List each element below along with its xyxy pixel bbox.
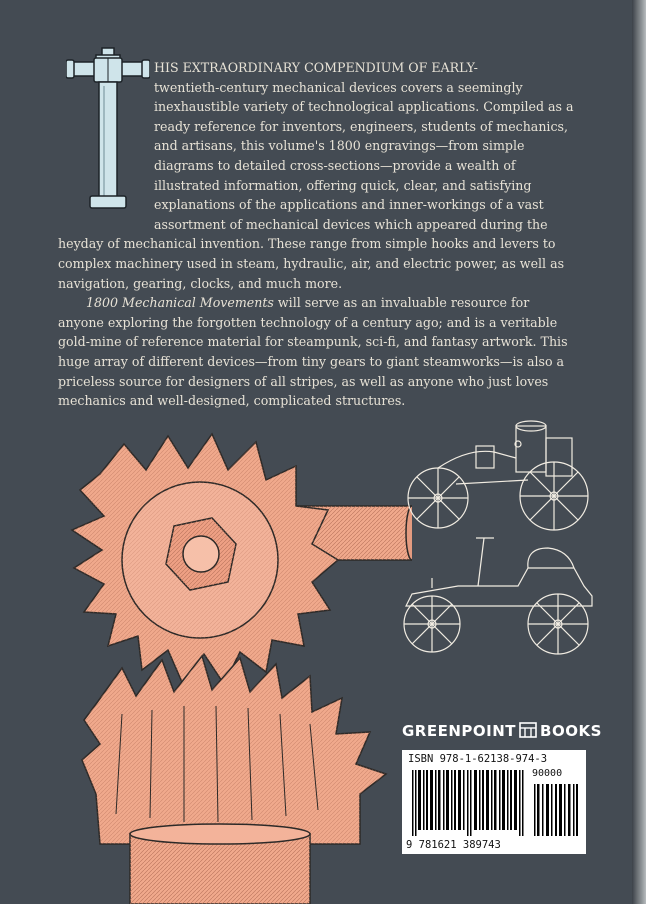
vehicle-engravings [398, 418, 604, 668]
steam-carriage-engraving [408, 421, 588, 530]
book-spine-edge [632, 0, 646, 904]
publisher-name-left: GREENPOINT [402, 722, 517, 740]
publisher-logo [402, 722, 602, 740]
price-addon-code: 90000 [532, 768, 563, 779]
blurb-paragraph-2 [58, 293, 578, 411]
barcode-number: 9 781621 389743 [406, 839, 501, 851]
building-icon [519, 722, 537, 738]
book-title-italic: 1800 Mechanical Movements [86, 295, 274, 311]
back-cover-blurb [58, 58, 578, 411]
automobile-engraving [404, 538, 592, 654]
blurb-paragraph-1-body: twentieth-century mechanical devices covers a seemingly inexhaustible variety of technological applications. Compiled as a ready reference for inventors, engineers, students of mechanics, and artisans, this volume's 1800 engravings—from simple diagrams to detailed cross-sections—provide a wealth of illustrated information, offering quick, clear, and satisfying explanations of the applications and inner-workings of a vast assortment of mechanical devices which appeared during the heyday of mechanical invention. These range from simple hooks and levers to complex machinery used in steam, hydraulic, air, and electric power, as well as navigation, gearing, clocks, and much more. [58, 79, 574, 291]
isbn-label: ISBN 978-1-62138-974-3 [408, 753, 548, 765]
drop-cap-float-space [58, 78, 154, 216]
blurb-paragraph-2-body: will serve as an invaluable resource for anyone exploring the forgotten technology of a century ago; and is a veritable gold-mine of reference material for steampunk, sci-fi, and fantasy artwork. This huge array of different devices—from tiny gears to giant steamworks—is also a priceless source for designers of all stripes, as well as anyone who just loves mechanics and well-designed, complicated structures. [58, 295, 568, 409]
publisher-name-right: BOOKS [540, 722, 602, 740]
blurb-lead-caps: HIS EXTRAORDINARY COMPENDIUM OF EARLY- [154, 60, 478, 75]
barcode-bars [410, 770, 582, 838]
bevel-gear-illustration [60, 414, 412, 904]
upper-bevel-gear [72, 434, 338, 684]
isbn-barcode [402, 750, 586, 854]
blurb-paragraph-1 [58, 58, 578, 293]
lower-bevel-gear [82, 656, 386, 904]
